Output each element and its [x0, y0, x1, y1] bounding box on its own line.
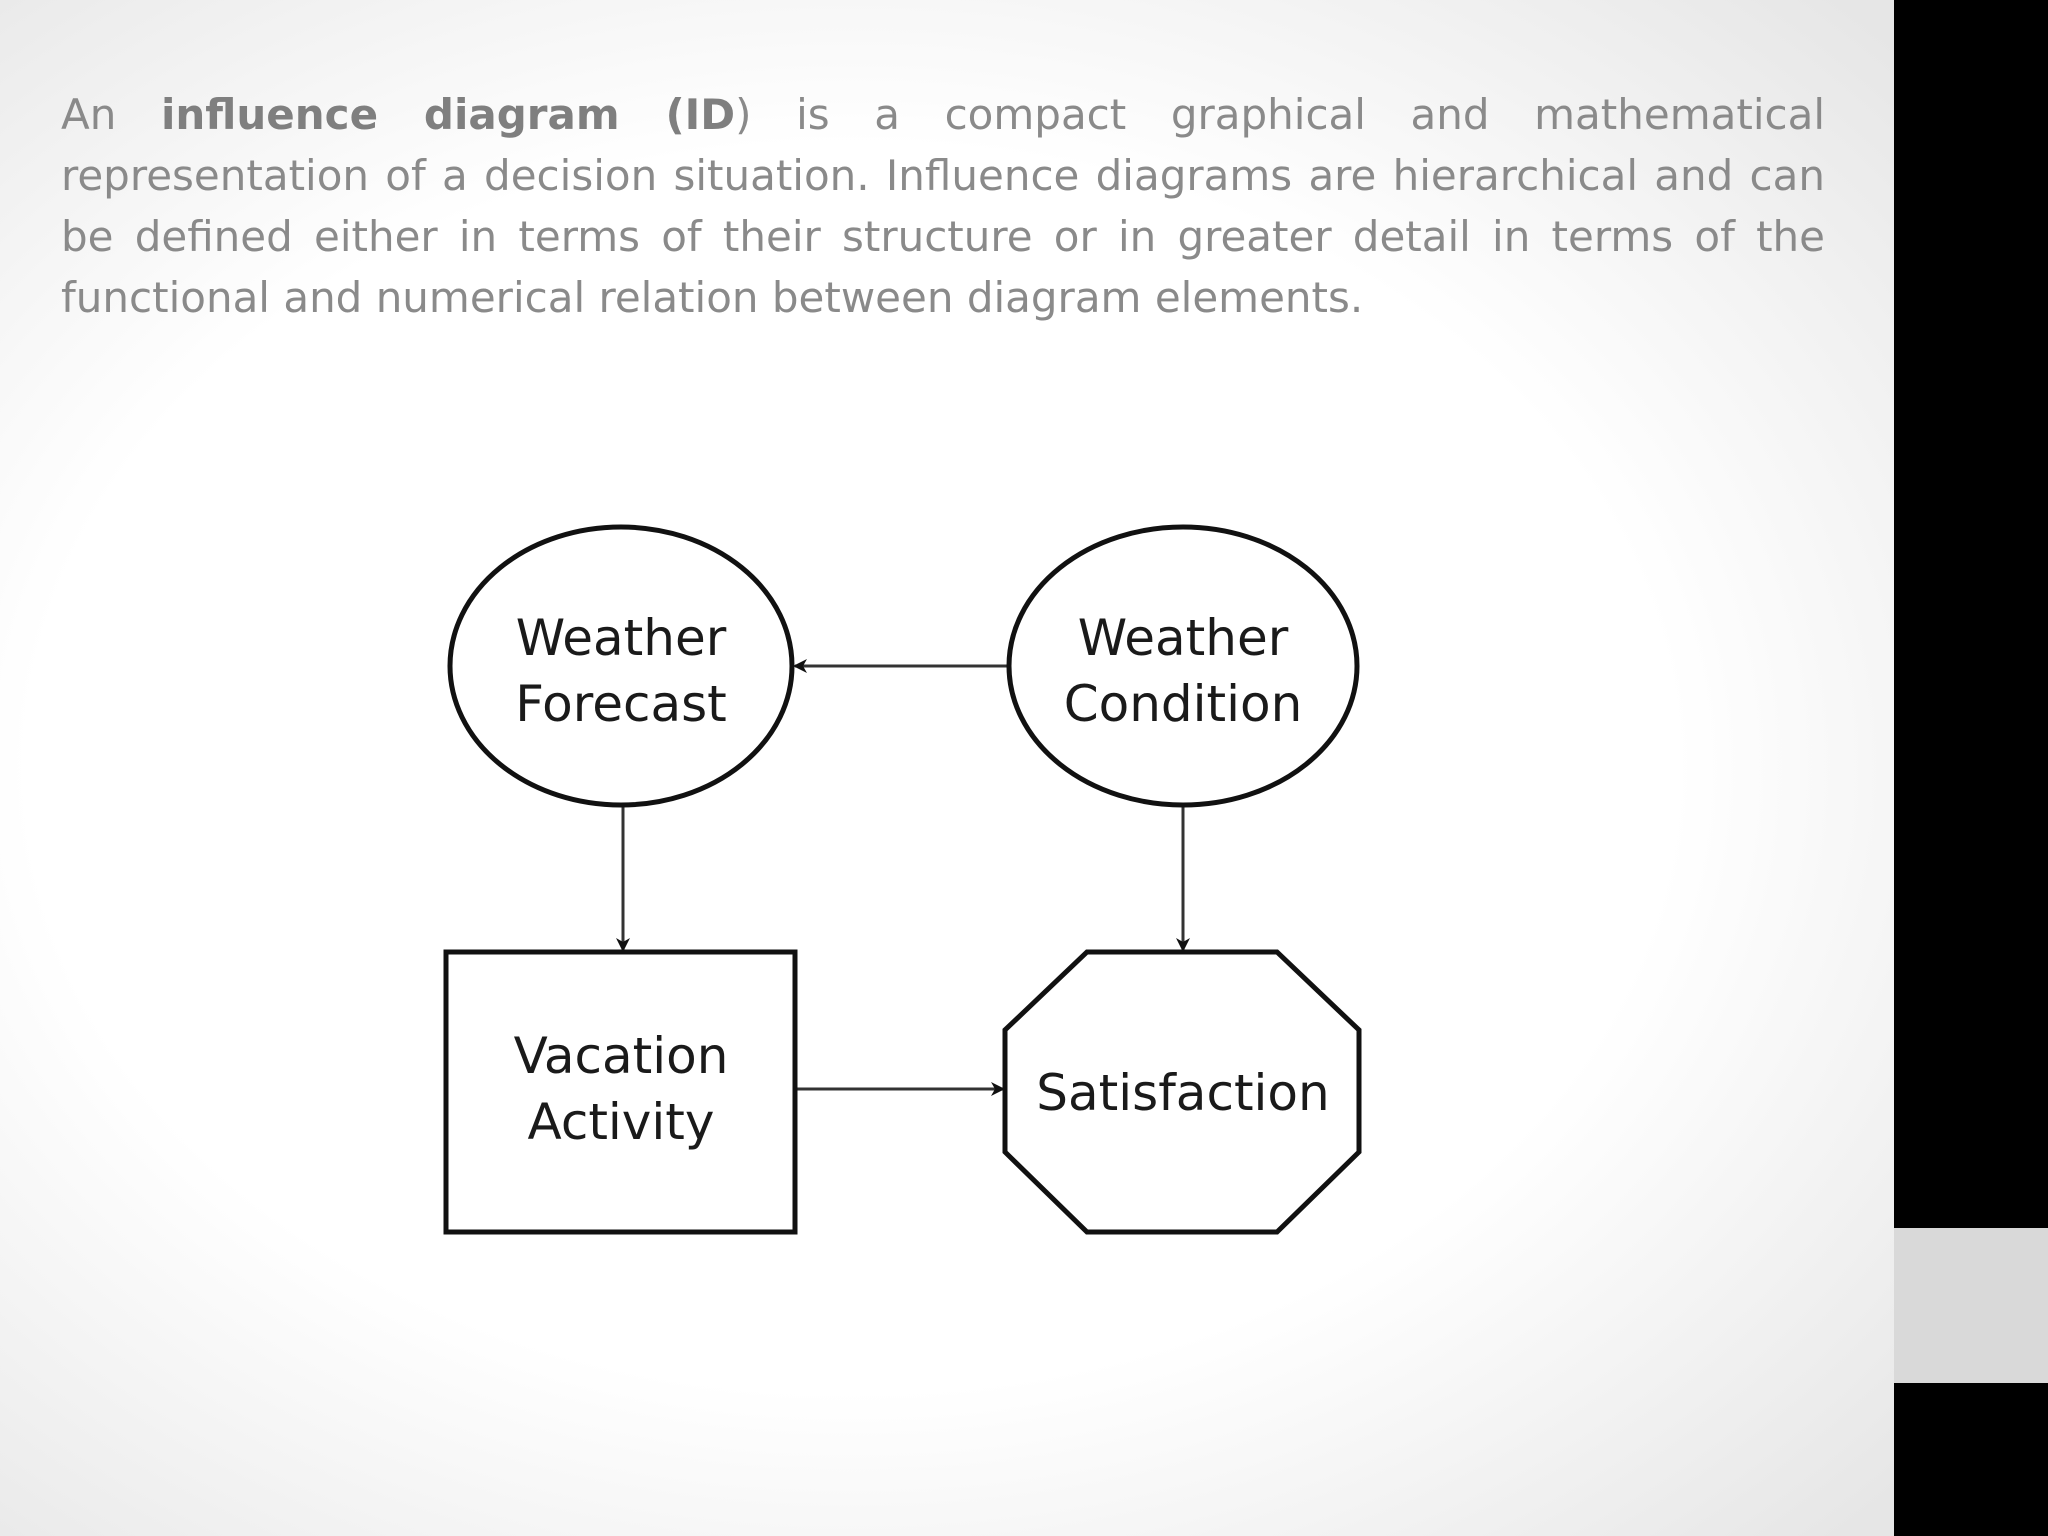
node-vacation-activity-line1: Vacation — [513, 1027, 729, 1085]
node-weather-forecast-line1: Weather — [515, 609, 727, 667]
node-weather-forecast — [450, 527, 792, 805]
node-weather-condition-line2: Condition — [1063, 675, 1303, 733]
node-satisfaction-label: Satisfaction — [1036, 1064, 1330, 1122]
side-bar-top — [1894, 0, 2048, 1228]
node-vacation-activity-line2: Activity — [527, 1093, 715, 1151]
node-weather-forecast-line2: Forecast — [515, 675, 727, 733]
intro-prefix: An — [61, 90, 161, 139]
side-bar-bottom — [1894, 1383, 2048, 1536]
node-weather-condition — [1009, 527, 1357, 805]
node-vacation-activity — [446, 952, 795, 1232]
node-satisfaction — [1005, 952, 1359, 1232]
intro-body: is a compact graphical and mathematical representation of a decision situation. Influence diagrams are hierarchical and can be defined either in terms of their structure or in greater detail in terms of the functional and numerical relation between diagram elements. — [61, 90, 1825, 322]
side-bar-middle — [1894, 1228, 2048, 1383]
node-weather-condition-line1: Weather — [1077, 609, 1289, 667]
node-vacation-activity-shape — [446, 952, 795, 1232]
intro-term-suffix: ) — [735, 90, 752, 139]
intro-term-bold: influence diagram (ID — [160, 90, 736, 139]
